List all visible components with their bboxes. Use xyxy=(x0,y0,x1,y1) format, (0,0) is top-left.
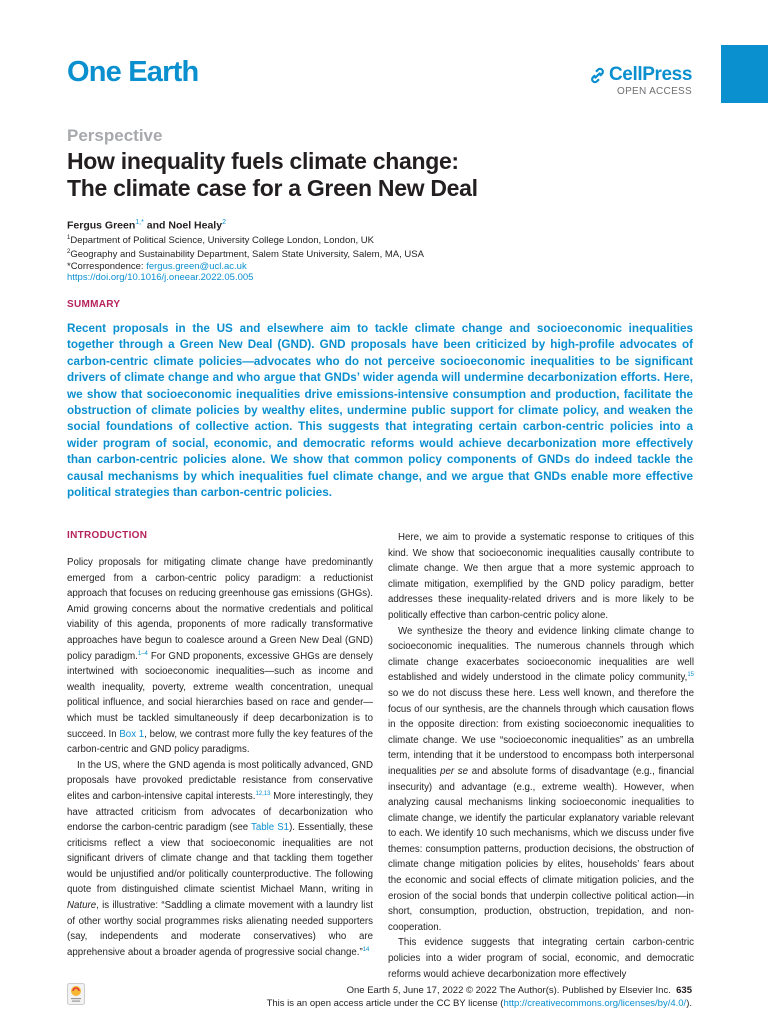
check-for-updates-icon[interactable] xyxy=(67,983,85,1005)
body-paragraph: We synthesize the theory and evidence linking climate change to socioeconomic inequalities. The numerous channels through which climate change exacerbates socioeconomic inequalities are well established and widely understood in the climate policy community,$^{15}$ so we do not discuss these here. Less well known, and therefore the focus of our synthesis, are the channels through which causation flows in the opposite direction: from existing socioeconomic inequalities to climate change. We use “socioeconomic inequalities” as an umbrella term, intending that it be understood to encompass both interpersonal inequalities per se and absolute forms of disadvantage (e.g., financial insecurity) and advantage (e.g., extreme wealth). However, when analyzing causal mechanisms linking socioeconomic inequalities to climate change, we identify the particular explanatory variable relevant to each. We identify 10 such mechanisms, which we discuss under five themes: consumption patterns, production decisions, the obstruction of climate change mitigation policies by elites, households’ fears about the economic and social effects of climate mitigation policies, and the erosion of the social bonds that underpin collective political action—in short, consumption, production, obstruction, trepidation, and non-cooperation. xyxy=(388,625,694,933)
license-link[interactable]: http://creativecommons.org/licenses/by/4.0/ xyxy=(503,997,687,1009)
affiliation-line: $^2$Geography and Sustainability Department, Salem State University, Salem, MA, USA xyxy=(67,248,424,260)
article-type: Perspective xyxy=(67,126,163,145)
box-1-link[interactable]: Box 1 xyxy=(119,728,145,740)
left-column xyxy=(67,530,373,960)
open-access-label: OPEN ACCESS xyxy=(617,86,692,97)
email-link[interactable]: fergus.green@ucl.ac.uk xyxy=(146,260,247,272)
affiliation-marker[interactable]: 2 xyxy=(222,219,226,226)
author-list xyxy=(67,219,226,232)
title-line-1: How inequality fuels climate change: xyxy=(67,148,459,174)
author-conjunction: and xyxy=(143,219,169,232)
doi-line xyxy=(67,272,424,284)
summary-heading: SUMMARY xyxy=(67,299,121,310)
publisher-name: CellPress xyxy=(608,64,692,85)
citation-line: One Earth 5, June 17, 2022 © 2022 The Author(s). Published by Elsevier Inc. 635 xyxy=(346,985,692,996)
table-s1-link[interactable]: Table S1 xyxy=(251,822,290,834)
reference-link[interactable]: 12,13 xyxy=(255,790,271,797)
body-paragraph: Here, we aim to provide a systematic response to critiques of this kind. We show that socioeconomic inequalities causally contribute to climate change. We then argue that a more systemic approach to climate mitigation, exemplified by the GND policy paradigm, better addresses these inequality-related drivers and is more likely to be politically effective than carbon-centric policy alone. xyxy=(388,532,694,621)
title-line-2: The climate case for a Green New Deal xyxy=(67,175,478,201)
author-name[interactable]: Fergus Green xyxy=(67,219,136,232)
article-title xyxy=(67,148,707,202)
author-name[interactable]: Noel Healy xyxy=(168,219,223,232)
correspondence-line: *Correspondence: fergus.green@ucl.ac.uk xyxy=(67,260,247,272)
affiliation-line: $^1$Department of Political Science, University College London, London, UK xyxy=(67,235,374,247)
cellpress-icon xyxy=(589,67,606,84)
body-paragraph: In the US, where the GND agenda is most politically advanced, GND proposals have provoked predictable resistance from conservative elites and carbon-intensive capital interests.$^{12,13}$ More interestingly, they have attracted criticism from advocates of decarbonization who endorse the carbon-centric paradigm (see Table S1). Essentially, these criticisms reflect a view that socioeconomic inequalities are not significant drivers of climate change and that tackling them together would be unjustified and/or politically counterproductive. The following quote from distinguished climate scientist Michael Mann, writing in Nature, is illustrative: “Saddling a climate movement with a laundry list of other worthy social programmes risks alienating needed supporters (say, independents and moderate conservatives) who are apprehensive about a broader agenda of progressive social change.”$^{14}$ xyxy=(67,759,373,958)
body-paragraph: Policy proposals for mitigating climate change have predominantly emerged from a carbon-centric policy paradigm: a reductionist approach that focuses on reducing greenhouse gas emissions (GHGs). Amid growing concerns about the normative credentials and political viability of this agenda, proponents of more radically transformative approaches have begun to coalesce around a Green New Deal (GND) policy paradigm.$^{1-4}$ For GND proponents, excessive GHGs are densely intertwined with socioeconomic inequalities—such as income and wealth inequality, poverty, extreme wealth concentration, unequal political influence, and social hierarchies based on race and gender—which must be tackled simultaneously if deep decarbonization is to succeed. In Box 1, below, we contrast more fully the key features of the carbon-centric and GND policy paradigms. xyxy=(67,557,373,756)
license-line: This is an open access article under the CC BY license (http://creativecommons.org/licenses/by/4.0/). xyxy=(266,997,692,1009)
summary-text: Recent proposals in the US and elsewhere aim to tackle climate change and socioeconomic inequalities together through a Green New Deal (GND). GND proposals have been criticized by high-profile advocates of carbon-centric climate policies—advocates who do not perceive socioeconomic inequalities to be significant drivers of climate change and who argue that GNDs’ wider agenda will undermine decarbonization efforts. Here, we show that socioeconomic inequalities drive emissions-intensive consumption and production, facilitate the obstruction of climate policies by wealthy elites, undermine public support for climate policy, and weaken the social foundations of collective action. This suggests that integrating certain carbon-centric policies into a wider program of social, economic, and democratic reforms would achieve decarbonization more effectively than carbon-centric policies alone. We show that common policy components of GNDs do indeed tackle the causal mechanisms by which inequalities fuel climate change, and we argue that GNDs enable more effective political strategies than carbon-centric policies. xyxy=(67,322,693,500)
affiliations xyxy=(67,233,424,284)
journal-title: One Earth xyxy=(67,56,199,88)
body-paragraph: This evidence suggests that integrating certain carbon-centric policies into a wider program of social, economic, and democratic reforms would achieve decarbonization more effectively xyxy=(388,937,694,980)
reference-link[interactable]: 14 xyxy=(362,946,370,953)
publisher-logo[interactable] xyxy=(589,64,692,97)
doi-link[interactable]: https://doi.org/10.1016/j.oneear.2022.05.005 xyxy=(67,272,254,284)
page-number: 635 xyxy=(676,985,692,996)
affiliation-marker[interactable]: 1,* xyxy=(135,219,144,226)
reference-link[interactable]: 15 xyxy=(687,672,694,679)
reference-link[interactable]: 1–4 xyxy=(137,650,148,657)
header-color-tab xyxy=(721,45,768,103)
introduction-heading: INTRODUCTION xyxy=(67,530,148,541)
page-footer xyxy=(267,985,692,1010)
right-column xyxy=(388,530,694,982)
